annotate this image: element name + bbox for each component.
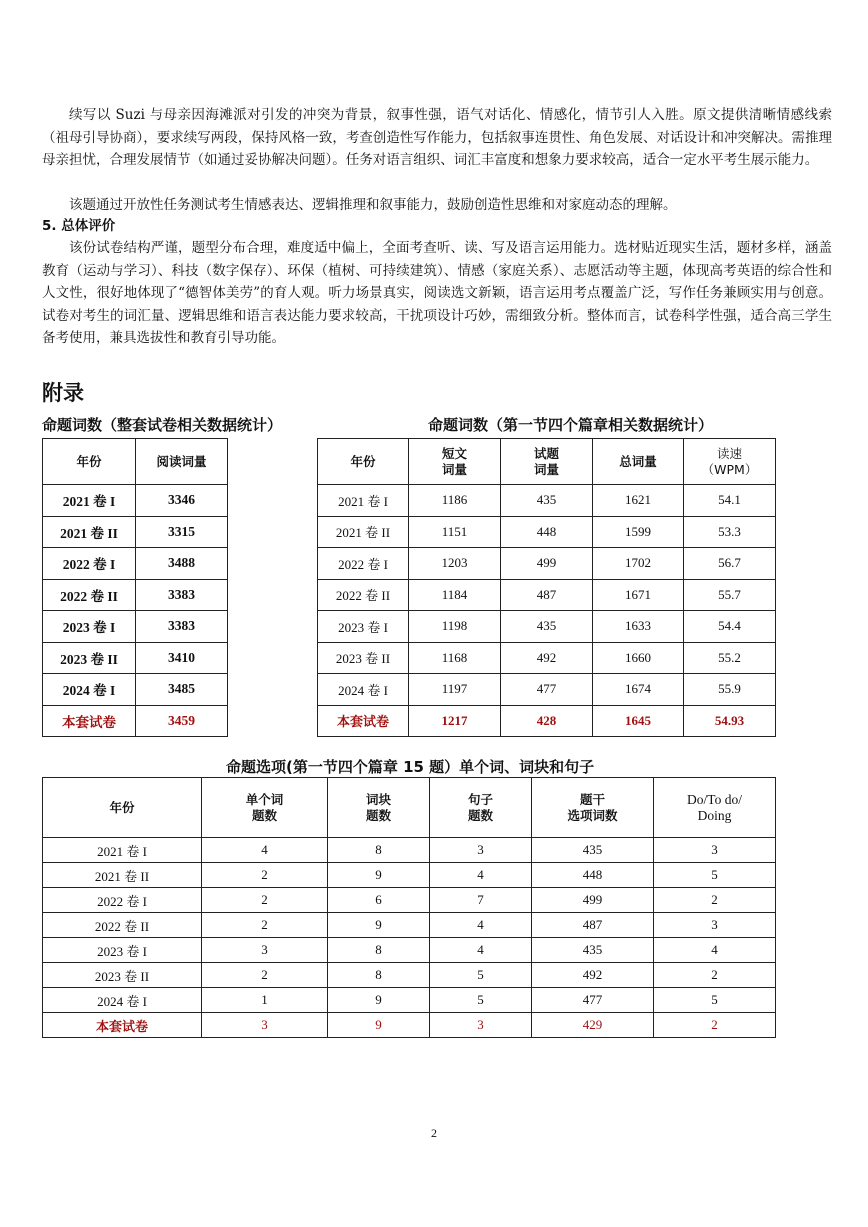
t2-cell-passage-words: 1186 [409,485,501,517]
t3-cell-year: 2021 卷 I [43,838,202,863]
t1-row [43,674,318,706]
t2-cell-total-words: 1645 [593,705,684,737]
t3-cell-single-word: 1 [202,988,328,1013]
t3-cell-chunk: 8 [328,838,430,863]
page-number: 2 [431,1126,437,1140]
t3-cell-year: 2024 卷 I [43,988,202,1013]
paragraph-continuation-writing: 续写以 Suzi 与母亲因海滩派对引发的冲突为背景，叙事性强，语气对话化、情感化，情节引人入胜。原文提供清晰情感线索（祖母引导协商），要求续写两段，保持风格一致，考查创造性写作能力，包括叙事连贯性、角色发展、对话设计和冲突解决。需推理母亲担忧，合理发展情节（如通过妥协解决问题）。任务对语言组织、词汇丰富度和想象力要求较高，适合一定水平考生展示能力。 [42,107,832,168]
t1-cell-year: 2023 卷 I [43,611,136,643]
t3-cell-option-words: 492 [532,963,654,988]
t2-cell-passage-words: 1168 [409,642,501,674]
t2-cell-reading-speed: 56.7 [684,548,776,580]
t3-cell-option-words: 435 [532,838,654,863]
t3-row [43,838,776,863]
t2-cell-year: 2023 卷 II [318,642,409,674]
t3-cell-sentence: 7 [430,888,532,913]
t2-cell-question-words: 448 [501,516,593,548]
t2-row [318,705,776,737]
t3-header-single-word: 单个词 题数 [202,778,328,838]
t1-cell-reading-words: 3315 [136,516,228,548]
t2-cell-reading-speed: 55.9 [684,674,776,706]
t3-cell-year: 2022 卷 II [43,913,202,938]
t3-cell-do-forms: 3 [654,838,776,863]
table1-caption: 命题词数（整套试卷相关数据统计） [42,416,283,434]
t3-row [43,913,776,938]
t1-cell-year: 2024 卷 I [43,674,136,706]
t2-cell-total-words: 1621 [593,485,684,517]
t2-cell-total-words: 1633 [593,611,684,643]
t1-header-year: 年份 [43,439,136,485]
t3-cell-sentence: 5 [430,988,532,1013]
t1-cell-year: 本套试卷 [43,705,136,737]
t1-row [43,611,318,643]
t3-cell-do-forms: 2 [654,963,776,988]
t3-cell-year: 2022 卷 I [43,888,202,913]
t3-cell-option-words: 448 [532,863,654,888]
t2-cell-total-words: 1599 [593,516,684,548]
table-section1-stats [317,438,776,737]
t3-row [43,938,776,963]
t2-cell-passage-words: 1184 [409,579,501,611]
t2-cell-question-words: 435 [501,485,593,517]
t2-cell-year: 2024 卷 I [318,674,409,706]
t3-header-sentence: 句子 题数 [430,778,532,838]
t2-cell-question-words: 487 [501,579,593,611]
section-heading-overall: 5. 总体评价 [42,218,116,234]
t1-header-reading-words: 阅读词量 [136,439,228,485]
t3-row [43,963,776,988]
t3-header-chunk: 词块 题数 [328,778,430,838]
t2-cell-year: 2022 卷 I [318,548,409,580]
t2-cell-total-words: 1674 [593,674,684,706]
t3-cell-single-word: 2 [202,888,328,913]
t3-cell-sentence: 4 [430,913,532,938]
t1-cell-year: 2021 卷 I [43,485,136,517]
t1-cell-year: 2022 卷 II [43,579,136,611]
t1-cell-year: 2022 卷 I [43,548,136,580]
t1-cell-reading-words: 3346 [136,485,228,517]
t2-cell-passage-words: 1151 [409,516,501,548]
t2-row [318,642,776,674]
t3-cell-chunk: 8 [328,938,430,963]
t3-cell-single-word: 2 [202,963,328,988]
t2-cell-year: 本套试卷 [318,705,409,737]
t2-cell-year: 2022 卷 II [318,579,409,611]
t3-header-option-words: 题干 选项词数 [532,778,654,838]
t3-row [43,888,776,913]
t2-cell-question-words: 492 [501,642,593,674]
t3-row [43,863,776,888]
t2-cell-question-words: 499 [501,548,593,580]
t3-cell-chunk: 9 [328,1013,430,1038]
t2-header-total-words: 总词量 [593,439,684,485]
t3-row [43,988,776,1013]
t3-cell-year: 2023 卷 II [43,963,202,988]
t2-cell-question-words: 428 [501,705,593,737]
t1-row [43,516,318,548]
t1-cell-year: 2023 卷 II [43,642,136,674]
t3-header-do-forms: Do/To do/ Doing [654,778,776,838]
t2-row [318,579,776,611]
t2-row [318,674,776,706]
t2-cell-year: 2021 卷 II [318,516,409,548]
t2-header-question-words: 试题 词量 [501,439,593,485]
t2-cell-passage-words: 1198 [409,611,501,643]
t2-cell-passage-words: 1197 [409,674,501,706]
t2-cell-year: 2021 卷 I [318,485,409,517]
t3-cell-do-forms: 5 [654,863,776,888]
t2-row [318,611,776,643]
t2-cell-year: 2023 卷 I [318,611,409,643]
t1-cell-reading-words: 3459 [136,705,228,737]
t3-cell-sentence: 4 [430,863,532,888]
t2-cell-reading-speed: 54.93 [684,705,776,737]
appendix-title: 附录 [42,381,84,405]
t2-cell-question-words: 477 [501,674,593,706]
t3-cell-chunk: 9 [328,988,430,1013]
t2-cell-reading-speed: 53.3 [684,516,776,548]
t3-cell-sentence: 4 [430,938,532,963]
t2-cell-reading-speed: 55.2 [684,642,776,674]
t3-cell-option-words: 435 [532,938,654,963]
t2-cell-reading-speed: 54.1 [684,485,776,517]
t3-cell-option-words: 487 [532,913,654,938]
t3-cell-option-words: 499 [532,888,654,913]
paragraph-task-summary: 该题通过开放性任务测试考生情感表达、逻辑推理和叙事能力，鼓励创造性思维和对家庭动态的理解。 [69,197,677,213]
t2-row [318,516,776,548]
t1-row [43,579,318,611]
t3-cell-do-forms: 5 [654,988,776,1013]
t2-cell-question-words: 435 [501,611,593,643]
t1-cell-reading-words: 3485 [136,674,228,706]
t1-cell-year: 2021 卷 II [43,516,136,548]
t1-blank-column [228,439,318,485]
t1-cell-reading-words: 3383 [136,579,228,611]
t2-cell-reading-speed: 55.7 [684,579,776,611]
t2-header-passage-words: 短文 词量 [409,439,501,485]
table-whole-paper-stats [42,438,318,737]
t3-cell-single-word: 2 [202,913,328,938]
t2-cell-passage-words: 1217 [409,705,501,737]
t3-cell-chunk: 9 [328,863,430,888]
t3-cell-sentence: 3 [430,1013,532,1038]
t2-cell-total-words: 1702 [593,548,684,580]
t2-header-year: 年份 [318,439,409,485]
t1-cell-reading-words: 3410 [136,642,228,674]
t3-cell-sentence: 5 [430,963,532,988]
t3-row [43,1013,776,1038]
t1-row [43,705,318,737]
t3-cell-single-word: 3 [202,1013,328,1038]
t2-row [318,548,776,580]
t2-cell-passage-words: 1203 [409,548,501,580]
t3-cell-single-word: 2 [202,863,328,888]
t3-cell-chunk: 8 [328,963,430,988]
t3-cell-chunk: 9 [328,913,430,938]
t2-row [318,485,776,517]
t1-row [43,642,318,674]
t2-cell-total-words: 1660 [593,642,684,674]
t3-cell-single-word: 4 [202,838,328,863]
table2-caption: 命题词数（第一节四个篇章相关数据统计） [428,416,714,434]
t3-cell-year: 2021 卷 II [43,863,202,888]
t3-cell-do-forms: 2 [654,888,776,913]
t2-cell-reading-speed: 54.4 [684,611,776,643]
t1-cell-reading-words: 3383 [136,611,228,643]
t2-header-reading-speed: 读速 （WPM） [684,439,776,485]
t1-cell-reading-words: 3488 [136,548,228,580]
t3-cell-option-words: 477 [532,988,654,1013]
t3-cell-year: 本套试卷 [43,1013,202,1038]
t3-cell-do-forms: 3 [654,913,776,938]
t1-row [43,548,318,580]
t2-cell-total-words: 1671 [593,579,684,611]
t3-header-year: 年份 [43,778,202,838]
t3-cell-do-forms: 4 [654,938,776,963]
t3-cell-sentence: 3 [430,838,532,863]
table3-caption: 命题选项(第一节四个篇章 15 题）单个词、词块和句子 [226,758,595,776]
table-options-breakdown [42,777,776,1038]
t3-cell-chunk: 6 [328,888,430,913]
t3-cell-year: 2023 卷 I [43,938,202,963]
t3-cell-single-word: 3 [202,938,328,963]
t3-cell-option-words: 429 [532,1013,654,1038]
paragraph-overall-evaluation: 该份试卷结构严谨，题型分布合理，难度适中偏上，全面考查听、读、写及语言运用能力。选材贴近现实生活，题材多样，涵盖教育（运动与学习）、科技（数字保存）、环保（植树、可持续建筑）、情感（家庭关系）、志愿活动等主题，体现高考英语的综合性和人文性，很好地体现了“德智体美劳”的育人观。听力场景真实，阅读选文新颖，语言运用考点覆盖广泛，写作任务兼顾实用与创意。试卷对考生的词汇量、逻辑思维和语言表达能力要求较高，干扰项设计巧妙，需细致分析。整体而言，试卷科学性强，适合高三学生备考使用，兼具选拔性和教育引导功能。 [42,240,832,346]
t3-cell-do-forms: 2 [654,1013,776,1038]
t1-row [43,485,318,517]
